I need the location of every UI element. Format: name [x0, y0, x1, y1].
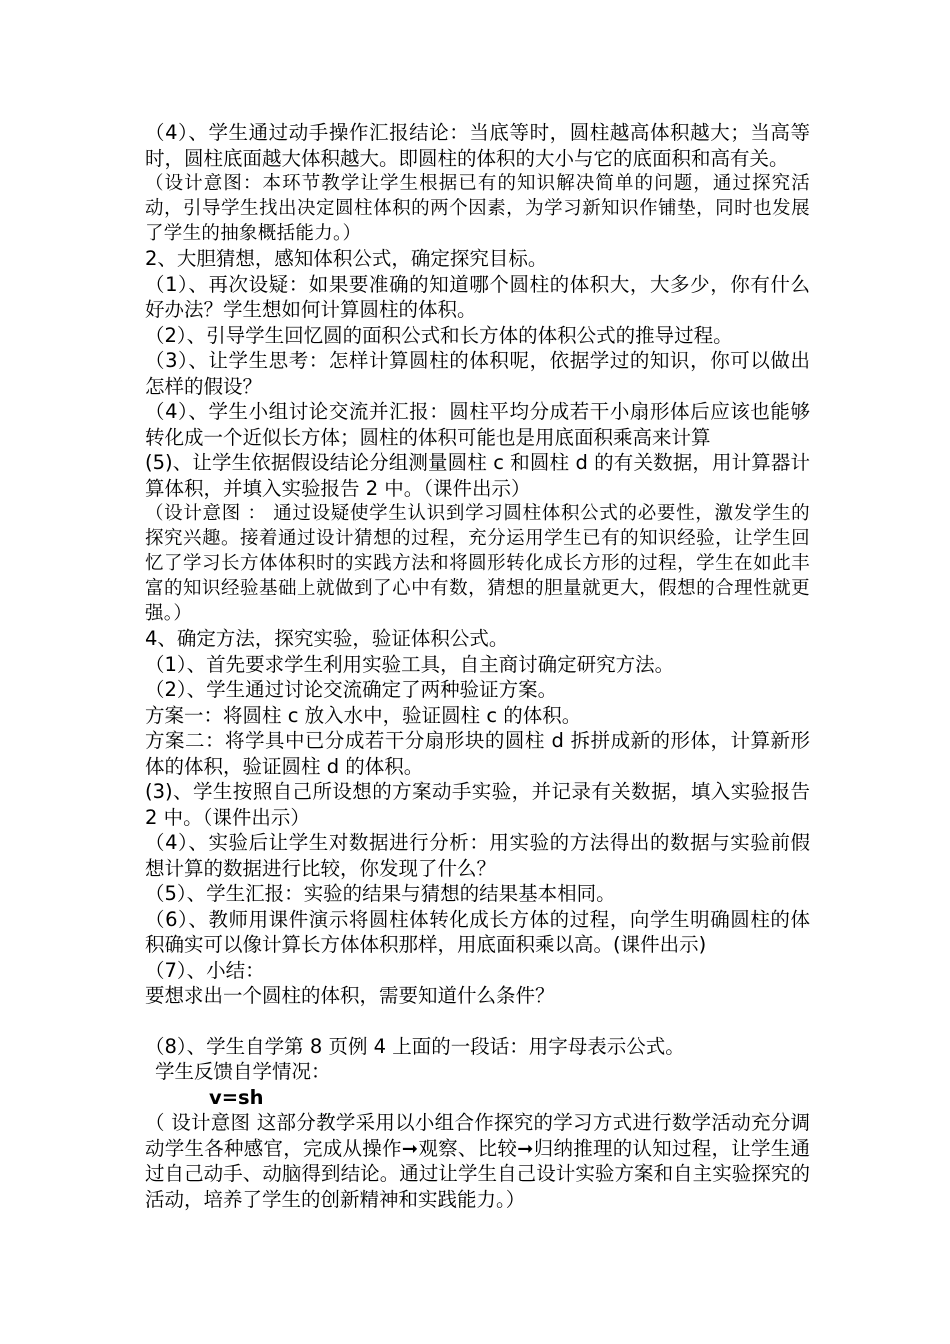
plan-one: 方案一：将圆柱 c 放入水中，验证圆柱 c 的体积。: [145, 703, 582, 727]
paragraph-summary: （7）、小结：: [145, 958, 265, 982]
blank-line: [145, 1009, 810, 1034]
paragraph-step-1: （1）、再次设疑：如果要准确的知道哪个圆柱的体积大，大多少，你有什么好办法？学生想如何计算圆柱的体积。: [145, 272, 810, 321]
formula: v=sh: [209, 1085, 264, 1109]
section-heading-4: 4、确定方法，探究实验，验证体积公式。: [145, 627, 509, 650]
paragraph-step-4: （4）、学生小组讨论交流并汇报：圆柱平均分成若干小扇形体后应该也能够转化成一个近似长方体；圆柱的体积可能也是用底面积乘高来计算: [145, 400, 810, 449]
paragraph-method-2: （2）、学生通过讨论交流确定了两种验证方案。: [145, 678, 558, 701]
document-page: [145, 120, 810, 1212]
paragraph-method-6: （6）、教师用课件演示将圆柱体转化成长方体的过程，向学生明确圆柱的体积确实可以像计算长方体体积那样，用底面积乘以高。(课件出示): [145, 907, 810, 956]
paragraph-method-5: （5）、学生汇报：实验的结果与猜想的结果基本相同。: [145, 882, 616, 905]
design-intent-note-2: （设计意图 ： 通过设疑使学生认识到学习圆柱体积公式的必要性，激发学生的探究兴趣。接着通过设计猜想的过程，充分运用学生已有的知识经验，让学生回忆了学习长方体体积时的实践方法和将圆形转化成长方形的过程，学生在如此丰富的知识经验基础上就做到了心中有数，猜想的胆量就更大，假想的合理性就更强。）: [145, 503, 810, 624]
paragraph-step-2: （2）、引导学生回忆圆的面积公式和长方体的体积公式的推导过程。: [145, 323, 733, 347]
section-heading-2: 2、大胆猜想，感知体积公式，确定探究目标。: [145, 247, 548, 270]
design-intent-note-1: （设计意图：本环节教学让学生根据已有的知识解决简单的问题，通过探究活动，引导学生找出决定圆柱体积的两个因素，为学习新知识作铺垫，同时也发展了学生的抽象概括能力。）: [145, 173, 810, 244]
paragraph-conclusion: （4）、学生通过动手操作汇报结论：当底等时，圆柱越高体积越大；当高等时，圆柱底面越大体积越大。即圆柱的体积的大小与它的底面积和高有关。: [145, 121, 810, 170]
plan-two: 方案二：将学具中已分成若干分扇形块的圆柱 d 拆拼成新的形体，计算新形体的体积，验证圆柱 d 的体积。: [145, 729, 810, 778]
paragraph-step-5: (5)、让学生依据假设结论分组测量圆柱 c 和圆柱 d 的有关数据，用计算器计算体积，并填入实验报告 2 中。（课件出示）: [145, 451, 810, 500]
paragraph-self-study: （8）、学生自学第 8 页例 4 上面的一段话：用字母表示公式。: [145, 1034, 685, 1058]
paragraph-method-1: （1）、首先要求学生利用实验工具，自主商讨确定研究方法。: [145, 652, 675, 676]
paragraph-step-3: （3）、让学生思考：怎样计算圆柱的体积呢，依据学过的知识，你可以做出怎样的假设？: [145, 349, 810, 398]
paragraph-feedback: 学生反馈自学情况：: [155, 1060, 331, 1083]
paragraph-method-4: （4）、实验后让学生对数据进行分析：用实验的方法得出的数据与实验前假想计算的数据进行比较，你发现了什么？: [145, 831, 810, 880]
design-intent-note-3: （ 设计意图 这部分教学采用以小组合作探究的学习方式进行数学活动充分调动学生各种感官，完成从操作➞观察、比较➞归纳推理的认知过程，让学生通过自己动手、动脑得到结论。通过让学生自己设计实验方案和自主实验探究的活动，培养了学生的创新精神和实践能力。）: [145, 1111, 810, 1211]
paragraph-method-3: (3)、学生按照自己所设想的方案动手实验，并记录有关数据，填入实验报告 2 中。（课件出示）: [145, 780, 810, 829]
paragraph-question: 要想求出一个圆柱的体积，需要知道什么条件？: [145, 984, 555, 1007]
